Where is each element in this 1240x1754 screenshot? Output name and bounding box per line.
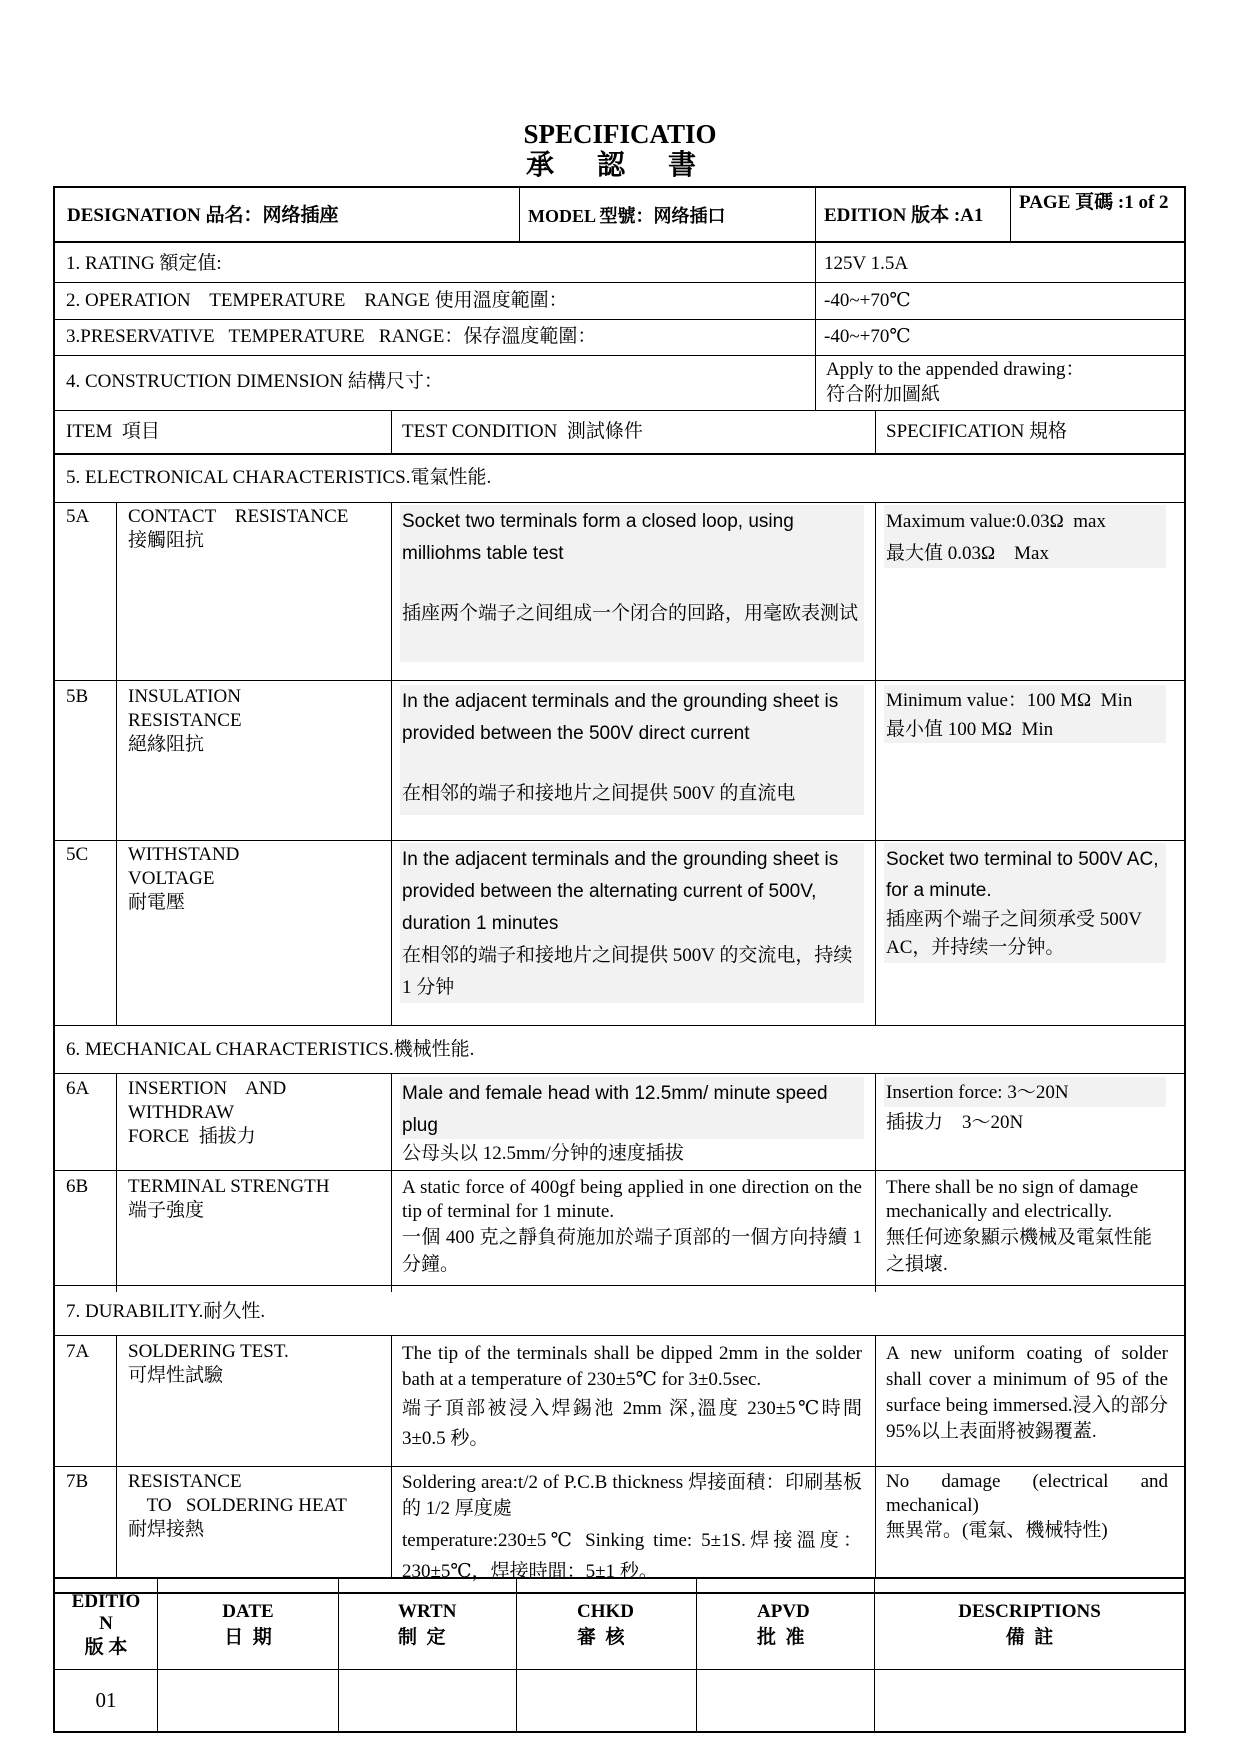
page-label: PAGE 頁碼 :1 of 2	[1019, 192, 1169, 213]
row-7a-test-en: The tip of the terminals shall be dipped 2mm in the solder bath at a temperature of 230±5℃ for 3±0.5sec.	[402, 1343, 862, 1390]
footer-apvd-header: APVD	[757, 1601, 810, 1622]
rule	[391, 1335, 392, 1577]
rule	[875, 1335, 876, 1577]
rule	[53, 1335, 1186, 1336]
rating-value: 125V 1.5A	[824, 253, 909, 274]
row-5b-code: 5B	[66, 686, 89, 707]
row-6b-spec-en: There shall be no sign of damage mechanically and electrically.	[886, 1177, 1139, 1222]
row-7b-test-1: Soldering area:t/2 of P.C.B thickness 焊接面積：印刷基板的 1/2 厚度處	[402, 1472, 862, 1519]
title-en: SPECIFICATIO	[523, 119, 717, 149]
rule	[516, 1577, 517, 1733]
footer-wrtn-header: WRTN	[398, 1601, 457, 1622]
preservative-temperature-label: 3.PRESERVATIVE TEMPERATURE RANGE：保存溫度範圍：	[66, 326, 597, 347]
rule	[53, 1285, 1186, 1286]
row-5c-spec-zh: 插座两个端子之间须承受 500V AC，并持续一分钟。	[886, 909, 1142, 958]
row-5a-spec-en: Maximum value:0.03Ω max	[886, 511, 1106, 532]
row-5c-code: 5C	[66, 844, 89, 865]
rule	[519, 186, 520, 241]
row-5c-item: WITHSTAND VOLTAGE 耐電壓	[128, 844, 240, 913]
footer-wrtn-header-zh: 制 定	[398, 1627, 446, 1648]
row-6b-test-en: A static force of 400gf being applied in one direction on the tip of terminal for 1 minute.	[402, 1177, 862, 1222]
rule	[338, 1577, 339, 1733]
row-5b-item: INSULATION RESISTANCE 絕緣阻抗	[128, 686, 242, 755]
rule	[53, 319, 1186, 320]
row-7b-code: 7B	[66, 1471, 89, 1492]
row-6a-test-en: Male and female head with 12.5mm/ minute speed plug	[402, 1083, 828, 1136]
row-5b-spec-en: Minimum value：100 MΩ Min	[886, 690, 1133, 711]
rating-label: 1. RATING 額定值:	[66, 253, 222, 274]
row-6a-test-zh: 公母头以 12.5mm/分钟的速度插拔	[402, 1143, 684, 1164]
section-mechanical-title: 6. MECHANICAL CHARACTERISTICS.機械性能.	[66, 1039, 475, 1060]
footer-date-header: DATE	[222, 1601, 274, 1622]
rule	[696, 1577, 697, 1733]
row-5a-code: 5A	[66, 506, 90, 527]
designation-label: DESIGNATION 品名：网络插座	[67, 205, 339, 226]
row-6b-test-zh: 一個 400 克之靜負荷施加於端子頂部的一個方向持續 1 分鐘。	[402, 1227, 862, 1275]
row-6a-spec-zh: 插拔力 3～20N	[886, 1112, 1024, 1133]
row-5a-item: CONTACT RESISTANCE 接觸阻抗	[128, 506, 349, 551]
preservative-temperature-value: -40~+70℃	[824, 326, 911, 347]
row-6a-item: INSERTION AND WITHDRAW FORCE 插拔力	[128, 1078, 287, 1147]
row-6a-code: 6A	[66, 1078, 90, 1099]
rule	[53, 453, 1186, 455]
row-7a-code: 7A	[66, 1341, 90, 1362]
section-durability-title: 7. DURABILITY.耐久性.	[66, 1301, 266, 1322]
row-6b-item: TERMINAL STRENGTH 端子強度	[128, 1176, 330, 1221]
rule	[391, 1073, 392, 1292]
row-7a-item: SOLDERING TEST. 可焊性試驗	[128, 1341, 289, 1386]
rule	[1010, 186, 1011, 241]
rule	[53, 1073, 1186, 1074]
row-5c-test-zh: 在相邻的端子和接地片之间提供 500V 的交流电，持续 1 分钟	[402, 945, 853, 998]
rule	[53, 502, 1186, 503]
footer-descriptions-header: DESCRIPTIONS	[958, 1601, 1101, 1622]
construction-dimension-value-zh: 符合附加圖紙	[826, 384, 941, 405]
rule	[53, 1170, 1186, 1171]
column-item-header: ITEM 項目	[66, 421, 160, 442]
rule	[53, 1466, 1186, 1467]
rule	[391, 502, 392, 1025]
rule	[116, 1073, 117, 1292]
rule	[116, 1335, 117, 1577]
rule	[53, 1025, 1186, 1026]
row-7b-spec-en: No damage (electrical and mechanical)	[886, 1471, 1168, 1516]
rule	[53, 1731, 1186, 1733]
row-5c-test-en: In the adjacent terminals and the grounding sheet is provided between the alternating current of 500V, duration 1 minutes	[402, 849, 839, 934]
rule	[815, 186, 816, 241]
footer-edition-header-zh: 版 本	[84, 1637, 128, 1658]
footer-chkd-header-zh: 審 核	[577, 1627, 625, 1648]
footer-descriptions-header-zh: 備 註	[1005, 1627, 1054, 1648]
row-5b-test-en: In the adjacent terminals and the grounding sheet is provided between the 500V direct current	[402, 691, 839, 744]
footer-edition-value: 01	[95, 1688, 117, 1712]
rule	[53, 355, 1186, 356]
row-5b-spec-zh: 最小值 100 MΩ Min	[886, 719, 1054, 740]
footer-date-header-zh: 日 期	[224, 1627, 272, 1648]
rule	[53, 680, 1186, 681]
row-7b-test-2: temperature:230±5℃ Sinking time: 5±1S.焊接溫度：230±5℃，焊接時間：5±1 秒。	[402, 1530, 862, 1582]
construction-dimension-label: 4. CONSTRUCTION DIMENSION 結構尺寸：	[66, 371, 443, 392]
title-zh: 承 認 書	[525, 150, 714, 181]
row-7b-item: RESISTANCE TO SOLDERING HEAT 耐焊接熱	[128, 1471, 347, 1540]
document-title	[0, 118, 1240, 182]
operation-temperature-label: 2. OPERATION TEMPERATURE RANGE 使用溫度範圍：	[66, 290, 568, 311]
footer-edition-header: EDITIO N	[71, 1591, 141, 1634]
row-5a-test-zh: 插座两个端子之间组成一个闭合的回路，用毫欧表测试	[402, 603, 859, 624]
footer-apvd-header-zh: 批 准	[757, 1627, 805, 1648]
rule	[1184, 1577, 1186, 1733]
footer-chkd-header: CHKD	[577, 1601, 634, 1622]
rule	[53, 1669, 1186, 1670]
rule	[815, 241, 816, 410]
row-5b-test-zh: 在相邻的端子和接地片之间提供 500V 的直流电	[402, 783, 796, 804]
row-7b-spec-zh: 無異常。(電氣、機械特性)	[886, 1520, 1108, 1541]
operation-temperature-value: -40~+70℃	[824, 290, 911, 311]
rule	[875, 502, 876, 1025]
column-spec-header: SPECIFICATION 規格	[886, 421, 1068, 442]
rule	[53, 241, 1186, 243]
row-6b-spec-zh: 無任何迹象顯示機械及電氣性能之損壞.	[886, 1227, 1153, 1275]
row-6b-code: 6B	[66, 1176, 89, 1197]
construction-dimension-value-en: Apply to the appended drawing：	[826, 359, 1085, 380]
model-label: MODEL 型號：网络插口	[528, 206, 726, 226]
rule	[53, 282, 1186, 283]
rule	[53, 410, 1186, 411]
rule	[875, 1073, 876, 1292]
column-test-header: TEST CONDITION 測試條件	[402, 421, 643, 442]
row-5a-test-en: Socket two terminals form a closed loop, using milliohms table test	[402, 511, 794, 564]
rule	[391, 410, 392, 453]
row-5c-spec-en: Socket two terminal to 500V AC, for a minute.	[886, 849, 1159, 901]
row-7a-spec: A new uniform coating of solder shall cover a minimum of 95 of the surface being immersed.浸入的部分 95%以上表面將被錫覆蓋.	[886, 1343, 1168, 1442]
row-6a-spec-en: Insertion force: 3～20N	[886, 1082, 1069, 1103]
section-electrical-title: 5. ELECTRONICAL CHARACTERISTICS.電氣性能.	[66, 467, 492, 488]
rule	[875, 410, 876, 453]
row-7a-test-zh: 端子頂部被浸入焊錫池 2mm 深,溫度 230±5℃時間 3±0.5 秒。	[402, 1398, 862, 1449]
rule	[116, 502, 117, 1025]
edition-label: EDITION 版本 :A1	[824, 205, 984, 226]
row-5a-spec-zh: 最大值 0.03Ω Max	[886, 543, 1049, 564]
rule	[53, 840, 1186, 841]
